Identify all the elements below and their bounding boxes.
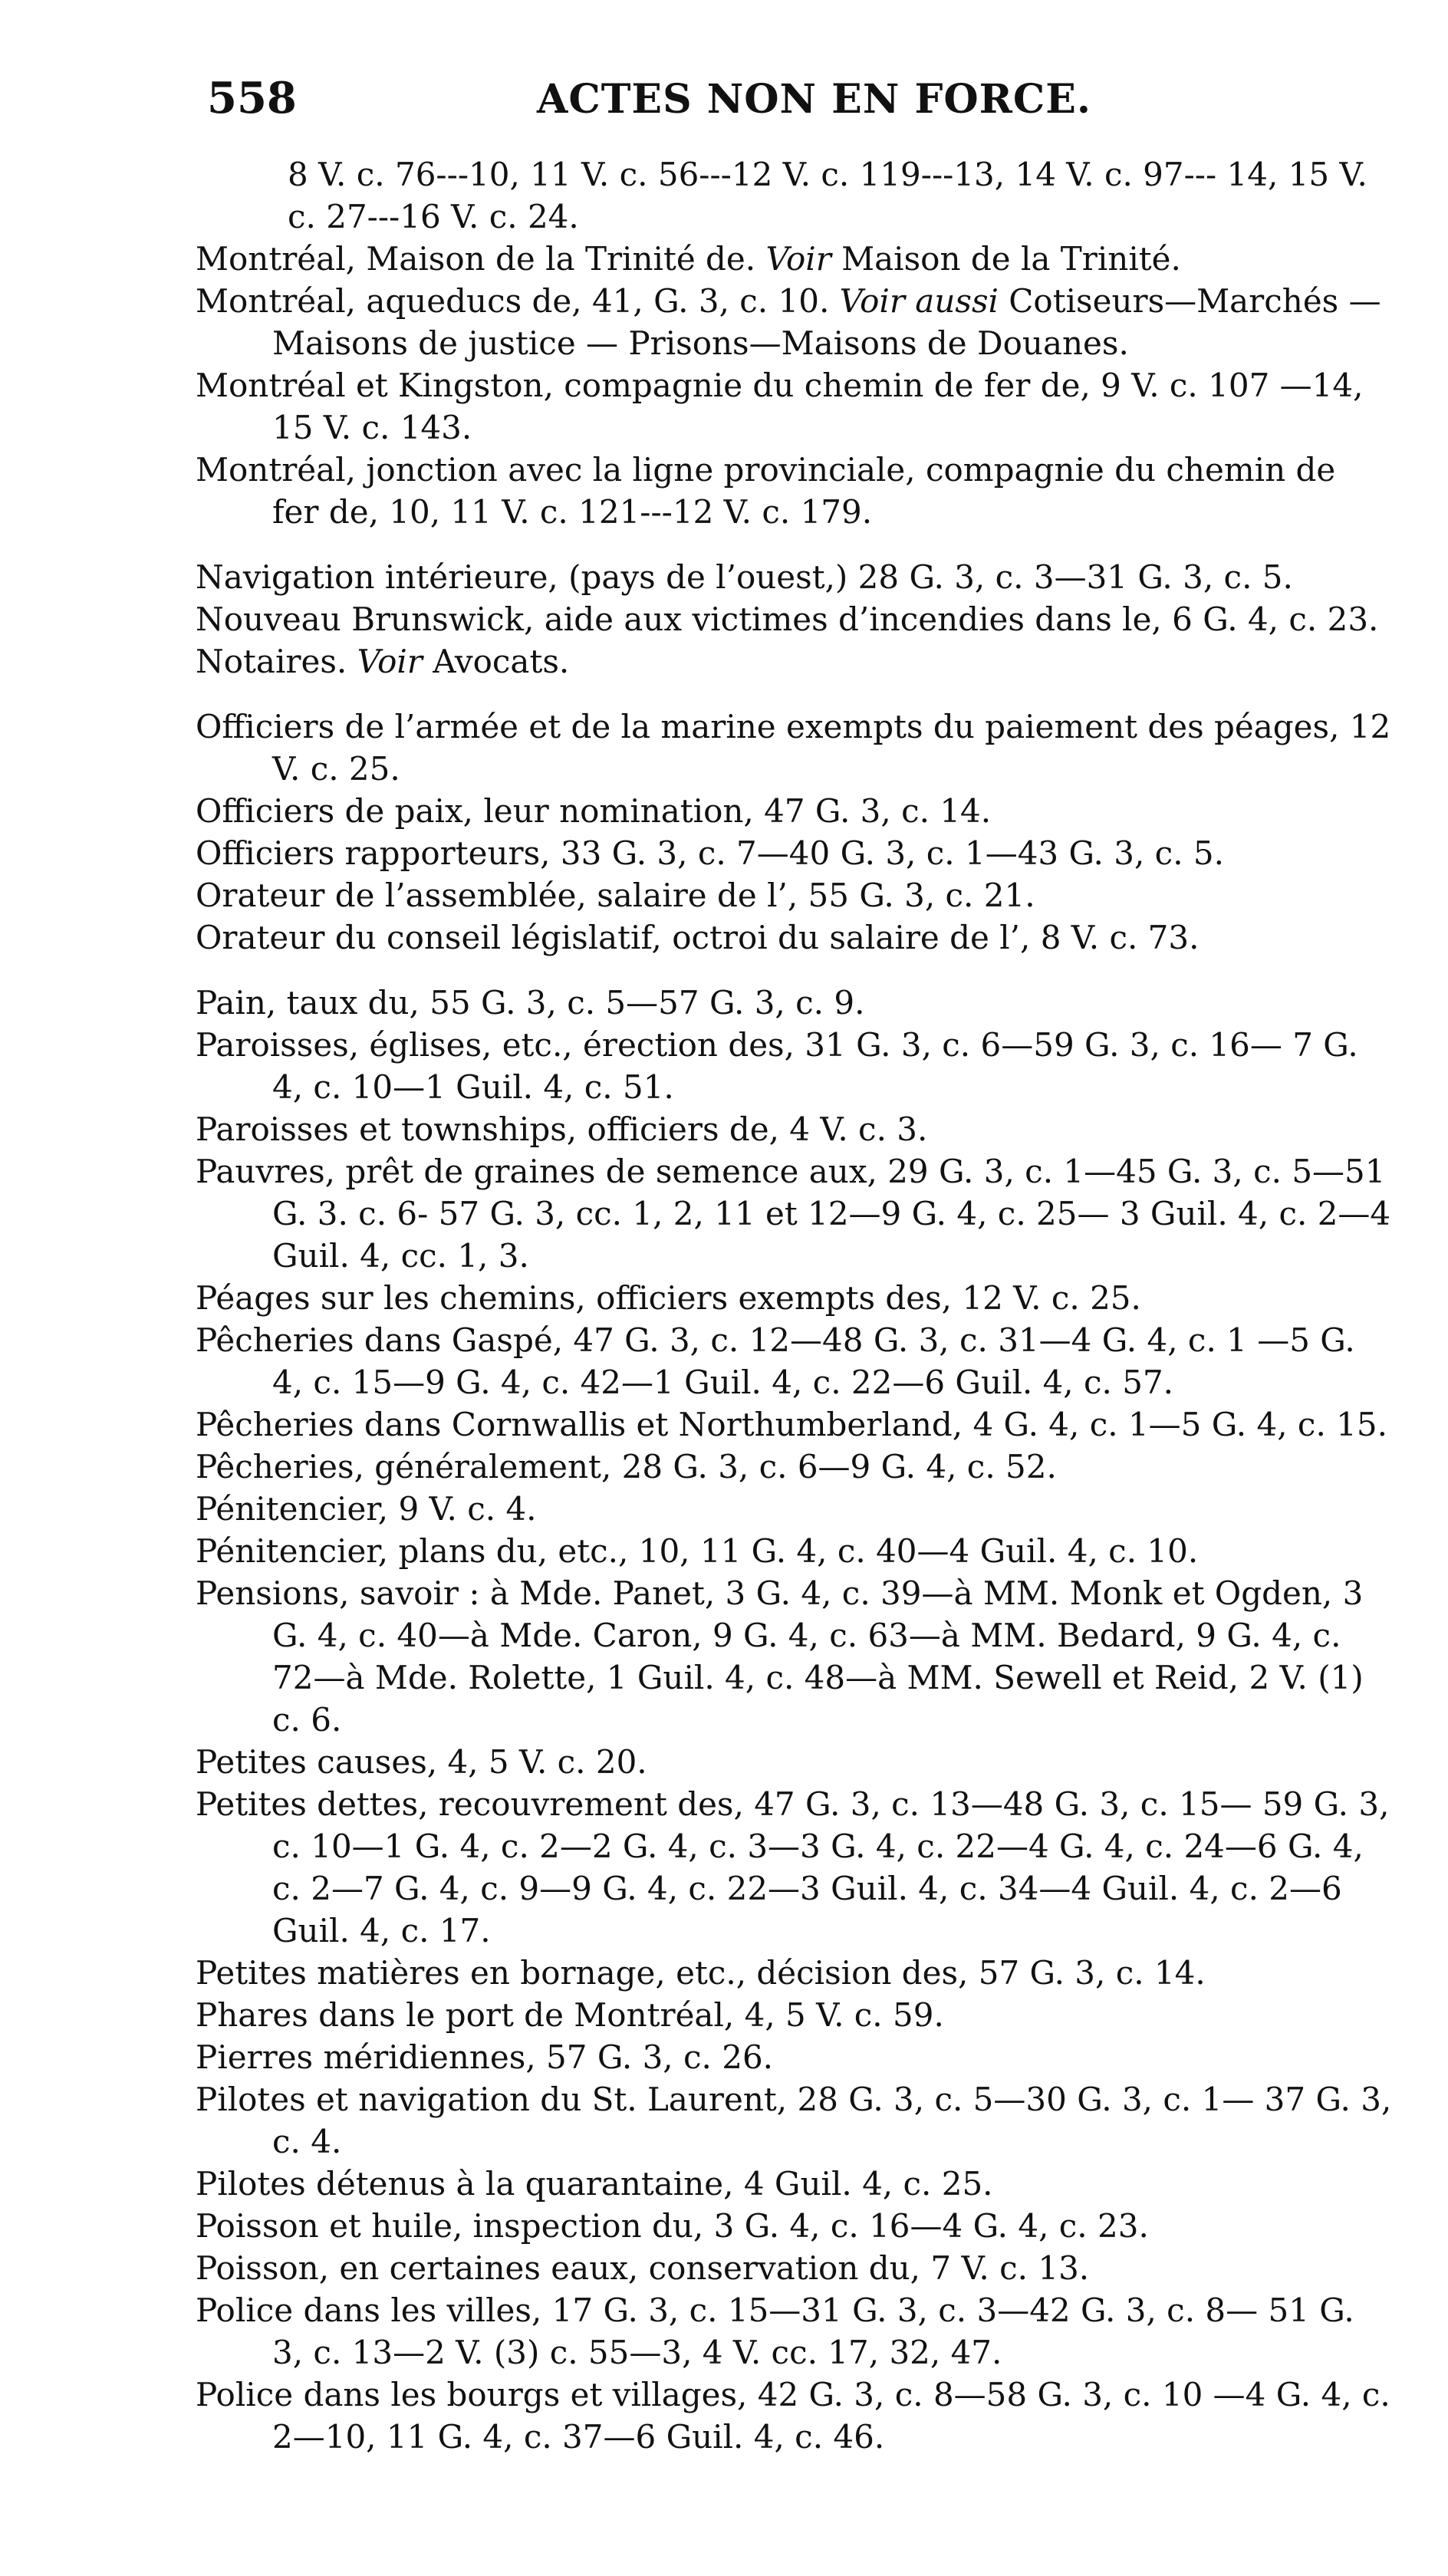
index-entry xyxy=(196,2036,1392,2078)
index-entry xyxy=(196,2163,1392,2205)
entry-text: Montréal, jonction avec la ligne provinciale, compagnie du chemin de fer de, 10, 11 V. c. 121---12 V. c. 179. xyxy=(196,451,1336,531)
entry-text: Police dans les villes, 17 G. 3, c. 15—31 G. 3, c. 3—42 G. 3, c. 8— 51 G. 3, c. 13—2 V. (3) c. 55—3, 4 V. cc. 17, 32, 47. xyxy=(196,2291,1354,2371)
entry-text: Pénitencier, 9 V. c. 4. xyxy=(196,1490,537,1528)
index-entry xyxy=(196,1319,1392,1403)
index-entry xyxy=(196,1446,1392,1488)
index-entry xyxy=(196,982,1392,1024)
index-entries xyxy=(196,153,1392,2458)
entry-text: Montréal, aqueducs de, 41, G. 3, c. 10. xyxy=(196,282,830,320)
entry-text: Orateur de l’assemblée, salaire de l’, 55 G. 3, c. 21. xyxy=(196,877,1035,914)
entry-text: Poisson, en certaines eaux, conservation du, 7 V. c. 13. xyxy=(196,2249,1090,2287)
cross-reference xyxy=(766,240,1181,278)
cross-reference-label: Voir aussi xyxy=(839,282,999,320)
running-title: ACTES NON EN FORCE. xyxy=(537,76,1092,123)
index-entry xyxy=(196,916,1392,959)
index-entry xyxy=(196,2374,1392,2458)
page-number: 558 xyxy=(207,73,297,123)
page-header xyxy=(207,73,1358,134)
index-entry xyxy=(196,556,1392,598)
entry-text: Pilotes et navigation du St. Laurent, 28 G. 3, c. 5—30 G. 3, c. 1— 37 G. 3, c. 4. xyxy=(196,2081,1392,2160)
cross-reference-target: Maison de la Trinité. xyxy=(841,240,1181,278)
index-entry xyxy=(196,874,1392,916)
index-entry xyxy=(196,706,1392,790)
entry-text: Montréal et Kingston, compagnie du chemin de fer de, 9 V. c. 107 —14, 15 V. c. 143. xyxy=(196,367,1364,446)
entry-text: Poisson et huile, inspection du, 3 G. 4, c. 16—4 G. 4, c. 23. xyxy=(196,2207,1149,2245)
index-entry xyxy=(196,2078,1392,2163)
entry-text: Nouveau Brunswick, aide aux victimes d’incendies dans le, 6 G. 4, c. 23. xyxy=(196,600,1379,638)
index-entry xyxy=(196,1024,1392,1108)
entry-text: Police dans les bourgs et villages, 42 G. 3, c. 8—58 G. 3, c. 10 —4 G. 4, c. 2—10, 11 G. 4, c. 37—6 Guil. 4, c. 46. xyxy=(196,2376,1390,2456)
index-entry xyxy=(196,1783,1392,1952)
entry-text: Pauvres, prêt de graines de semence aux, 29 G. 3, c. 1—45 G. 3, c. 5—51 G. 3. c. 6- 57 G. 3, cc. 1, 2, 11 et 12—9 G. 4, c. 25— 3 Guil. 4, c. 2—4 Guil. 4, cc. 1, 3. xyxy=(196,1153,1391,1275)
entry-text: Paroisses, églises, etc., érection des, 31 G. 3, c. 6—59 G. 3, c. 16— 7 G. 4, c. 10—1 Guil. 4, c. 51. xyxy=(196,1026,1358,1106)
entry-text: Officiers rapporteurs, 33 G. 3, c. 7—40 G. 3, c. 1—43 G. 3, c. 5. xyxy=(196,834,1224,872)
index-entry xyxy=(196,2205,1392,2247)
entry-text: Pensions, savoir : à Mde. Panet, 3 G. 4, c. 39—à MM. Monk et Ogden, 3 G. 4, c. 40—à Mde. Caron, 9 G. 4, c. 63—à MM. Bedard, 9 G. 4, c. 72—à Mde. Rolette, 1 Guil. 4, c. 48—à MM. Sewell et Reid, 2 V. (1) c. 6. xyxy=(196,1574,1364,1739)
index-entry xyxy=(196,2247,1392,2289)
index-entry xyxy=(196,640,1392,683)
cross-reference-target: Cotiseurs—Marchés — Maisons de justice — Prisons—Maisons de Douanes. xyxy=(272,282,1381,362)
entry-text: Petites matières en bornage, etc., décision des, 57 G. 3, c. 14. xyxy=(196,1954,1206,1992)
entry-text: Orateur du conseil législatif, octroi du salaire de l’, 8 V. c. 73. xyxy=(196,919,1200,956)
entry-text: Péages sur les chemins, officiers exempts des, 12 V. c. 25. xyxy=(196,1279,1141,1317)
index-entry xyxy=(196,238,1392,280)
cross-reference-target: Avocats. xyxy=(433,643,570,680)
entry-text: Notaires. xyxy=(196,643,347,680)
index-entry xyxy=(196,449,1392,533)
entry-text: Navigation intérieure, (pays de l’ouest,) 28 G. 3, c. 3—31 G. 3, c. 5. xyxy=(196,558,1293,596)
index-entry xyxy=(196,790,1392,832)
index-entry xyxy=(196,1530,1392,1572)
index-entry xyxy=(196,364,1392,449)
index-entry xyxy=(196,1572,1392,1741)
entry-text: Pêcheries dans Cornwallis et Northumberland, 4 G. 4, c. 1—5 G. 4, c. 15. xyxy=(196,1406,1387,1443)
index-entry xyxy=(196,832,1392,874)
index-entry xyxy=(196,1994,1392,2036)
entry-text: Pain, taux du, 55 G. 3, c. 5—57 G. 3, c. 9. xyxy=(196,984,865,1022)
index-entry xyxy=(196,1277,1392,1319)
entry-text: Pierres méridiennes, 57 G. 3, c. 26. xyxy=(196,2038,774,2076)
index-entry xyxy=(196,1108,1392,1150)
cross-reference-label: Voir xyxy=(357,643,423,680)
entry-text: Officiers de paix, leur nomination, 47 G. 3, c. 14. xyxy=(196,792,992,830)
entry-text: Pêcheries dans Gaspé, 47 G. 3, c. 12—48 G. 3, c. 31—4 G. 4, c. 1 —5 G. 4, c. 15—9 G. 4, c. 42—1 Guil. 4, c. 22—6 Guil. 4, c. 57. xyxy=(196,1321,1355,1401)
cross-reference xyxy=(357,643,570,680)
index-entry xyxy=(196,1150,1392,1277)
entry-text: Paroisses et townships, officiers de, 4 V. c. 3. xyxy=(196,1110,928,1148)
index-entry xyxy=(196,1403,1392,1446)
index-entry xyxy=(196,598,1392,640)
entry-text: Pilotes détenus à la quarantaine, 4 Guil. 4, c. 25. xyxy=(196,2165,993,2203)
entry-text: Pêcheries, généralement, 28 G. 3, c. 6—9 G. 4, c. 52. xyxy=(196,1448,1057,1485)
index-entry xyxy=(196,1488,1392,1530)
entry-text: Montréal, Maison de la Trinité de. xyxy=(196,240,756,278)
index-entry xyxy=(196,153,1392,238)
index-entry xyxy=(196,280,1392,364)
index-entry xyxy=(196,1952,1392,1994)
entry-text: Phares dans le port de Montréal, 4, 5 V. c. 59. xyxy=(196,1996,944,2034)
entry-text: Petites dettes, recouvrement des, 47 G. 3, c. 13—48 G. 3, c. 15— 59 G. 3, c. 10—1 G. 4, c. 2—2 G. 4, c. 3—3 G. 4, c. 22—4 G. 4, c. 24—6 G. 4, c. 2—7 G. 4, c. 9—9 G. 4, c. 22—3 Guil. 4, c. 34—4 Guil. 4, c. 2—6 Guil. 4, c. 17. xyxy=(196,1785,1390,1949)
index-entry xyxy=(196,1741,1392,1783)
cross-reference-label: Voir xyxy=(765,240,831,278)
entry-text: Officiers de l’armée et de la marine exempts du paiement des péages, 12 V. c. 25. xyxy=(196,708,1391,788)
entry-text: Pénitencier, plans du, etc., 10, 11 G. 4, c. 40—4 Guil. 4, c. 10. xyxy=(196,1532,1199,1570)
entry-text: Petites causes, 4, 5 V. c. 20. xyxy=(196,1743,647,1781)
index-entry xyxy=(196,2289,1392,2374)
entry-text: 8 V. c. 76---10, 11 V. c. 56---12 V. c. 119---13, 14 V. c. 97--- 14, 15 V. c. 27---16 V. c. 24. xyxy=(288,156,1367,235)
